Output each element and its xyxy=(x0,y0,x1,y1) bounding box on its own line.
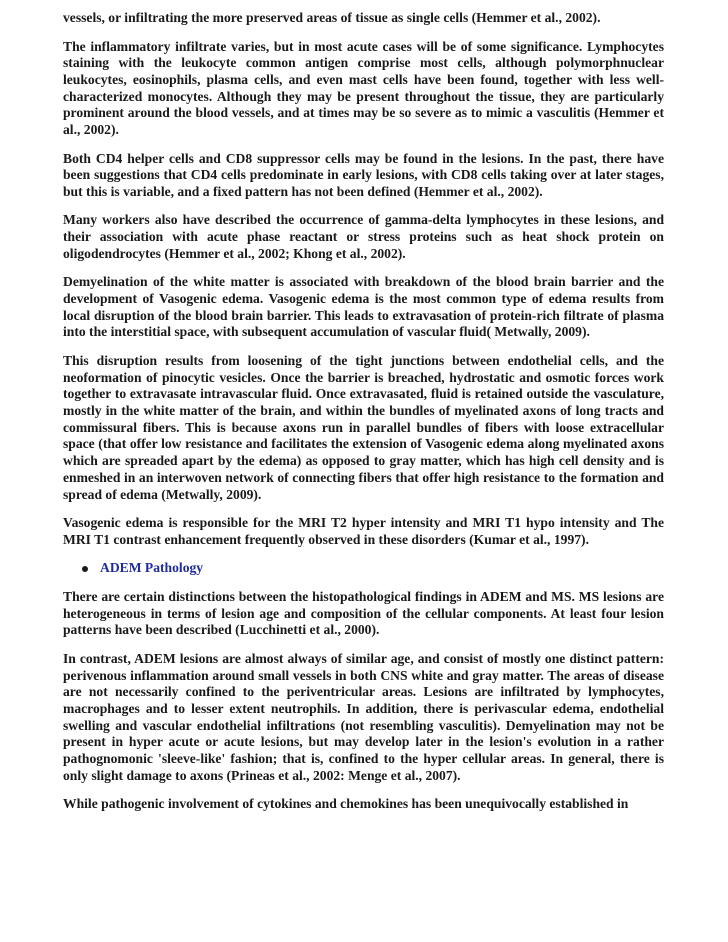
paragraph-1: vessels, or infiltrating the more preserved areas of tissue as single cells (Hemmer et al., 2002). xyxy=(63,10,601,25)
paragraph-10: While pathogenic involvement of cytokines and chemokines has been unequivocally established in xyxy=(63,796,629,812)
paragraph-4: Many workers also have described the occurrence of gamma-delta lymphocytes in these lesions, and their association with acute phase reactant or stress proteins such as heat shock protein on oligodendrocytes (Hemmer et al., 2002; Khong et al., 2002). xyxy=(63,212,664,261)
paragraph-6: This disruption results from loosening of the tight junctions between endothelial cells, and the neoformation of pinocytic vesicles. Once the barrier is breached, hydrostatic and osmotic forces work together to extravasate intravascular fluid. Once extravasated, fluid is retained outside the vasculature, mostly in the white matter of the brain, and within the bundles of myelinated axons of long tracts and commissural fibers. This is because axons run in parallel bundles of fibers with loose extracellular space (that offer low resistance and facilitates the extension of Vasogenic edema along myelinated axons which are spreaded apart by the edema) as opposed to gray matter, which has high cell density and is enmeshed in an interwoven network of connecting fibers that offer high resistance to the formation and spread of edema (Metwally, 2009). xyxy=(63,352,664,502)
paragraph-3: Both CD4 helper cells and CD8 suppressor cells may be found in the lesions. In the past, there have been suggestions that CD4 cells predominate in early lesions, with CD8 cells taking over at later stages, but this is variable, and a fixed pattern has not been defined (Hemmer et al., 2002). xyxy=(63,150,664,199)
paragraph-8: There are certain distinctions between the histopathological findings in ADEM and MS. MS lesions are heterogeneous in terms of lesion age and composition of the cellular components. At least four lesion patterns have been described (Lucchinetti et al., 2000). xyxy=(63,588,664,638)
section-bullet-list xyxy=(63,560,664,577)
paragraph-7: Vasogenic edema is responsible for the MRI T2 hyper intensity and MRI T1 hypo intensity and The MRI T1 contrast enhancement frequently observed in these disorders (Kumar et al., 1997). xyxy=(63,515,664,547)
bullet-item xyxy=(100,560,664,577)
paragraph-2: The inflammatory infiltrate varies, but in most acute cases will be of some significance. Lymphocytes staining with the leukocyte common antigen comprise most cells, although polymorphnuclear leukocytes, eosinophils, plasma cells, and even mast cells have been found, together with less well-characterized monocytes. Although they may be present throughout the tissue, they are particularly prominent around the blood vessels, and at times may be so severe as to mimic a vasculitis (Hemmer et al., 2002). xyxy=(63,38,664,138)
document-page xyxy=(63,10,664,825)
bullet-dot-icon xyxy=(82,566,88,572)
adem-pathology-link[interactable]: ADEM Pathology xyxy=(100,560,204,576)
paragraph-5: Demyelination of the white matter is associated with breakdown of the blood brain barrier and the development of Vasogenic edema. Vasogenic edema is the most common type of edema results from local disruption of the blood brain barrier. This leads to extravasation of protein-rich filtrate of plasma into the interstitial space, with subsequent accumulation of vascular fluid( Metwally, 2009). xyxy=(63,274,664,340)
paragraph-9: In contrast, ADEM lesions are almost always of similar age, and consist of mostly one distinct pattern: perivenous inflammation around small vessels in both CNS white and gray matter. The areas of disease are not necessarily confined to the periventricular areas. Lesions are infiltrated by lymphocytes, macrophages and to lesser extent neutrophils. In addition, there is perivascular edema, endothelial swelling and vascular endothelial infiltrations (not resembling vasculitis). Demyelination may not be present in hyper acute or acute lesions, but may develop later in the lesion's evolution in a rather pathognomonic 'sleeve-like' fashion; that is, confined to the hyper cellular areas. In general, there is only slight damage to axons (Prineas et al., 2002: Menge et al., 2007). xyxy=(63,650,664,783)
